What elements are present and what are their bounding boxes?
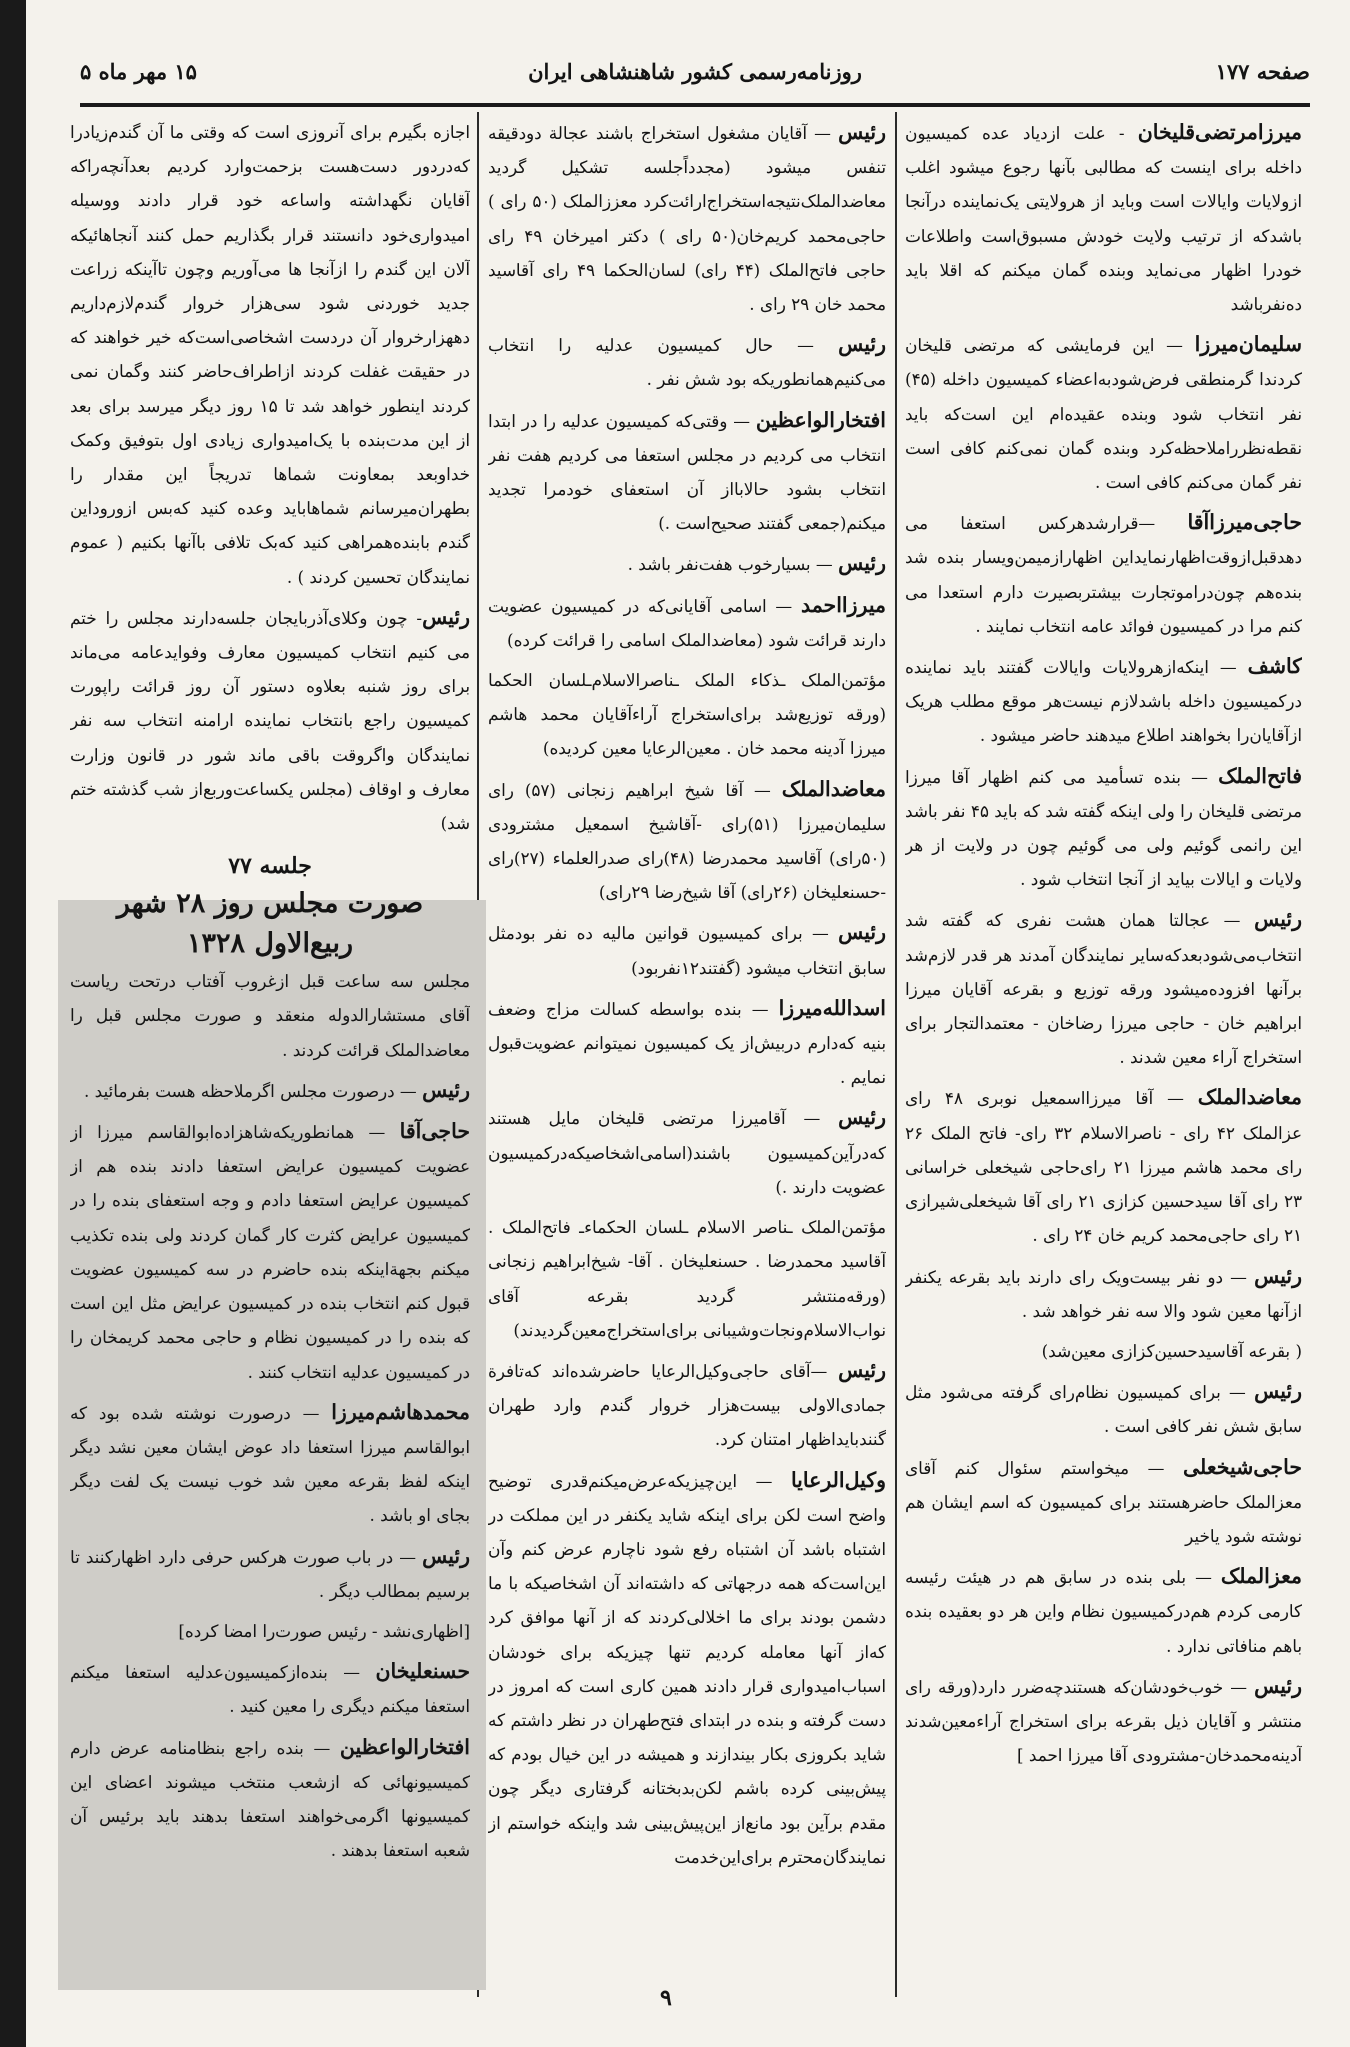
speech-text: — در باب صورت هرکس حرفی دارد اظهارکنند تا برسیم بمطالب دیگر .	[70, 1546, 470, 1601]
session-heading	[70, 848, 470, 964]
speech-paragraph	[488, 403, 886, 541]
speaker-name: رئیس	[838, 1105, 886, 1130]
newspaper-title: روزنامه‌رسمی کشور شاهنشاهی ایران	[528, 59, 862, 84]
speaker-name: رئیس	[422, 1543, 470, 1568]
speech-text: - چون وکلای‌آذربایجان جلسه‌دارند مجلس را ختم می کنیم انتخاب کمیسیون معارف وفوایدعامه می‌ماند برای روز شنبه بعلاوه دستور آن روز قرائت راپورت کمیسیون راجع بانتخاب نماینده ارامنه انتخاب سه نفر نمایندگان واگروقت باقی ماند شور در قانون وزارت معارف و اوقاف (مجلس یکساعت‌وربع‌از شب گذشته ختم شد)	[70, 607, 470, 834]
session-number: جلسه ۷۷	[228, 853, 312, 880]
speaker-name: حاجی‌میرزاآقا	[1187, 510, 1302, 535]
column-left	[70, 115, 470, 1990]
speaker-name: رئیس	[838, 551, 886, 576]
speech-text: — وقتی‌که کمیسیون عدلیه را در ابتدا انتخاب می کردیم در مجلس استعفا می کردیم هفت نفر انتخاب بشود حالابااز آن استعفای خودمرا تجدید میکنم(جمعی گفتند صحیح‌است .)	[488, 410, 886, 534]
page-header	[80, 55, 1310, 95]
speech-text: — دو نفر بیست‌ویک رای دارند باید بقرعه یکنفر ازآنها معین شود والا سه نفر خواهد شد .	[905, 1266, 1302, 1321]
speech-paragraph	[488, 115, 886, 321]
speech-text: — برای کمیسیون قوانین مالیه ده نفر بودمثل سابق انتخاب میشود (گفتند۱۲نفربود)	[488, 923, 886, 978]
speech-paragraph	[905, 759, 1302, 897]
speech-paragraph	[70, 1539, 470, 1608]
speaker-name: کاشف	[1247, 654, 1302, 679]
speech-paragraph	[905, 1334, 1302, 1368]
speaker-name: حاجی‌آقا	[399, 1119, 470, 1144]
speech-text: — اسامی آقایانی‌که در کمیسیون عضویت دارند قرائت شود (معاضدالملک اسامی را قرائت کرده)	[488, 595, 886, 650]
speech-paragraph	[905, 1559, 1302, 1663]
speaker-name: حسنعلیخان	[375, 1659, 470, 1684]
speaker-name: میرزامرتضی‌قلیخان	[1137, 120, 1302, 144]
speech-paragraph	[488, 588, 886, 657]
speaker-name: رئیس	[838, 120, 886, 144]
speech-text: — برای کمیسیون نظام‌رای گرفته می‌شود مثل سابق شش نفر کافی است .	[905, 1382, 1302, 1437]
speech-text: —آقای حاجی‌وکیل‌الرعایا حاضرشده‌اند که‌تافرة جمادی‌الاولی بیست‌هزار خروار گندم وارد طهران گنندبایداظهار امتنان کرد.	[488, 1360, 886, 1450]
speech-paragraph	[905, 505, 1302, 643]
speech-paragraph	[488, 915, 886, 984]
speech-text: - علت ازدیاد عده کمیسیون داخله برای اینست که مطالبی بآنها رجوع میشود اغلب ازولایات وایالات است وباید از هرولایتی یک‌نماینده درآنجا باشدکه از ترتیب ولایت خودش مسبوق‌است واطلاعات خودرا اظهار می‌نماید وبنده گمان میکنم که اقلا باید ده‌نفرباشد	[905, 123, 1302, 315]
session-title: صورت مجلس روز ۲۸ شهر	[116, 888, 424, 920]
footer-mark: ۹	[660, 1985, 672, 2011]
speaker-name: رئیس	[1254, 907, 1302, 932]
speech-paragraph	[488, 327, 886, 396]
speech-text: — بنده راجع بنظامنامه عرض دارم کمیسیونهائی که ازشعب منتخب میشوند اعضای این کمیسیونها اگرمی‌خواهند استعفا بدهند باید برئیس آن شعبه استعفا بدهند .	[70, 1737, 470, 1861]
speech-text: — بنده بواسطه کسالت مزاج وضعف بنیه کەدارم دربیش‌از یک کمیسیون نمیتوانم عضویت‌قبول نمایم .	[488, 998, 886, 1088]
speech-text: — بلی بنده در سابق هم در هیئت رئیسه کارمی کردم هم‌درکمیسیون نظام واین هر دو بعقیده بنده باهم منافاتی ندارد .	[905, 1567, 1302, 1656]
speaker-name: رئیس	[1254, 1379, 1302, 1404]
scan-edge	[0, 0, 26, 2047]
speaker-name: فاتح‌الملک	[1218, 763, 1302, 788]
speech-text: — بنده‌از‌کمیسیون‌عدلیه استعفا میکنم استعفا میکنم دیگری را معین کنید .	[70, 1662, 470, 1717]
speech-text: — حال کمیسیون عدلیه را انتخاب می‌کنیم‌همانطوریکه بود شش نفر .	[488, 335, 886, 390]
speech-paragraph	[905, 902, 1302, 1074]
speech-paragraph	[905, 1259, 1302, 1328]
speaker-name: افتخارالواعظین	[755, 407, 886, 432]
column-right	[905, 115, 1302, 1985]
speaker-name: افتخارالواعظین	[339, 1734, 470, 1759]
speaker-name: میرزااحمد	[800, 592, 886, 617]
speaker-name: رئیس	[838, 332, 886, 357]
speech-paragraph	[905, 1080, 1302, 1252]
speaker-name: اسدالله‌میرزا	[778, 995, 886, 1020]
speaker-name: معزالملک	[1220, 1564, 1302, 1589]
speech-text: — خوب‌خودشان‌که هستندچه‌ضرر دارد(ورقه رای منتشر و آقایان ذیل بقرعه برای استخراج آراءمعین‌شدند آدینه‌محمدخان-مشترودی آقا میرزا احمد ]	[905, 1676, 1302, 1766]
speech-text: — این‌چیزیکه‌عرض‌میکنم‌قدری توضیح واضح است لکن برای اینکه شاید یکنفر در این مملکت در اشتباه باشد آن اشتباه رفع شود ناچارم عرض کنم وآن این‌است‌که همه درجهاتی که داشته‌اند آن اشخاصیکه با ما دشمن بودند برای ما اخلالی‌کردند که از آنها موافق کرد که‌از آنها معامله کردیم تنها چیزیکه برای خودشان اسباب‌امیدواری قرار دادند همین کاری است که امروز در دست گرفته و بنده در ابتدای فتح‌طهران در نظر داشتم که شاید بکروزی بکار بیندازند و همیشه در این خیال بودم که پیش‌بینی کرده باشم لکن‌بدبختانه گرفتاری دیگر چون مقدم برآین بود مانع‌از این‌پیش‌بینی شد واینکه خواستم از نمایندگان‌محترم برای‌این‌خدمت	[488, 1470, 886, 1867]
speaker-name: رئیس	[422, 604, 470, 629]
speech-text: —قرارشدهرکس استعفا می دهدقبل‌ازوقت‌اظهارنماید‌این اظهارازمیمن‌ویسار بنده شد بنده‌هم چون‌دراموتجارت بیشتربصیرت دارم استعدا می کنم مرا در کمیسیون فوائد عامه انتخاب نمایند .	[905, 513, 1302, 636]
speech-paragraph	[70, 1114, 470, 1389]
speaker-name: حاجی‌شیخعلی	[1182, 1454, 1302, 1479]
speech-paragraph	[905, 1669, 1302, 1773]
speaker-name: رئیس	[422, 1077, 470, 1102]
speech-text: ( بقرعه آقاسیدحسین‌کزازی معین‌شد)	[1041, 1340, 1302, 1361]
session-intro: مجلس سه ساعت قبل ازغروب آفتاب درتحت ریاست آقای مستشارالدوله منعقد و صورت مجلس قبل را معاضدالملک قرائت کردند .	[70, 971, 470, 1060]
speech-paragraph	[905, 649, 1302, 753]
speech-text: — اینکه‌ازهرولایات وایالات گفتند باید نماینده درکمیسیون داخله باشدلازم نیست‌هر موقع مطلب هریک ازآقایان‌را بخواهند اطلاع میدهند حاضر میشود .	[905, 657, 1302, 746]
gray-section-text	[70, 1073, 470, 1867]
speaker-name: رئیس	[1254, 1673, 1302, 1698]
issue-date: ۱۵ مهر ماه ۵	[80, 59, 197, 84]
speech-paragraph	[488, 1210, 886, 1347]
speaker-name: رئیس	[838, 1357, 886, 1382]
session-date: ربیع‌الاول ۱۳۲۸	[186, 928, 354, 960]
header-rule	[80, 103, 1310, 107]
speech-text: — میخواستم سئوال کنم آقای معزالملک حاضرهستند برای کمیسیون که اسم ایشان هم نوشته شود یاخیر	[905, 1457, 1302, 1546]
speech-paragraph	[488, 772, 886, 910]
speech-text: — بسیارخوب هفت‌نفر باشد .	[627, 554, 839, 575]
speech-paragraph	[905, 1374, 1302, 1443]
speech-text: — درصورت مجلس اگرملاحظه هست بفرمائید .	[84, 1080, 423, 1101]
speaker-name: معاضدالملک	[781, 776, 886, 801]
speech-paragraph	[488, 546, 886, 581]
speech-text: — همانطوریکه‌شاهزاده‌ابوالقاسم میرزا از عضویت کمیسیون عرایض استعفا دادند بنده هم از کمیسیون عرایض استعفا دادم و وجه استعفای بنده را در کمیسیون عرایض کثرت کار گمان کردند ولی بنده تکذیب میکنم بجهةاینکه بنده حاضرم در سه کمیسیون عضویت قبول کنم انتخاب بنده در کمیسیون عرایض مثل این است که بنده را در کمیسیون نظام و حاجی محمد کریمخان را در کمیسیون عدلیه انتخاب کنند .	[70, 1122, 470, 1382]
speech-paragraph	[488, 991, 886, 1095]
speech-paragraph	[70, 1073, 470, 1108]
column-middle	[488, 115, 886, 1985]
speech-text: مؤتمن‌الملک ـذکاء الملک ـناصر‌الاسلام‌ـلسان الحکما (ورقه توزیع‌شد برای‌استخراج آراءآقایان محمد هاشم میرزا آدینه محمد خان . معین‌الرعایا معین کردیده)	[488, 670, 886, 759]
speech-text: — آقایان مشغول استخراج باشند عجالة دودقیقه تنفس میشود (مجدداًجلسه تشکیل گردید معاضدالملک‌نتیجه‌استخراج‌ارائت‌کرد معززالملک (۵۰ رای ) حاجی‌محمد کریم‌خان(۵۰ رای ) دکتر امیرخان ۴۹ رای حاجی فاتح‌الملک (۴۴ رای) لسان‌الحکما ۴۹ رای آقاسید محمد خان ۲۹ رای .	[488, 123, 886, 315]
speech-text: [اظهاری‌نشد - رئیس صورت‌را امضا کرده]	[178, 1620, 470, 1641]
speech-paragraph	[70, 1730, 470, 1868]
speaker-name: سلیمان‌میرزا	[1194, 332, 1302, 357]
speech-text: — بنده تسأمید می کنم اظهار آقا میرزا مرتضی قلیخان را ولی اینکه گفته شد که باید ۴۵ نفر باشد این رانمی گوئیم ولی می گوئیم چون در ولایت از هر ولایات و ایالات بیاید از آنجا انتخاب شود .	[905, 766, 1302, 890]
speech-paragraph	[905, 327, 1302, 499]
speech-paragraph	[488, 663, 886, 766]
speaker-name: رئیس	[1254, 1263, 1302, 1288]
speech-text: — آقامیرزا مرتضی قلیخان مایل هستند که‌درآین‌کمیسیون باشند(اسامی‌اشخاصیکه‌درکمیسیون عضویت دارند .)	[488, 1108, 886, 1197]
speech-text: — عجالتا همان هشت نفری که گفته شد انتخاب‌می‌شودبعدکه‌سایر نمایندگان آمدند هر قدر لازم‌شد برآنها افزوده‌میشود ورقه توزیع و بقرعه آقایان میرزا ابراهیم خان - حاجی میرزا رضاخان - معتمدالتجار برای استخراج آراء معین شدند .	[905, 910, 1302, 1068]
speech-paragraph	[488, 1463, 886, 1874]
speech-text: — درصورت نوشته شده بود که ابوالقاسم میرزا استعفا داد عوض ایشان معین نشد دیگر اینکه لفظ بقرعه معین شد خوب نیست یک لفت دیگر بجای او باشد .	[70, 1402, 470, 1526]
speaker-name: معاضدالملک	[1197, 1085, 1302, 1110]
speech-paragraph	[70, 1654, 470, 1723]
speech-paragraph	[70, 1395, 470, 1533]
speaker-name: رئیس	[838, 920, 886, 945]
speaker-name: محمدهاشم‌میرزا	[331, 1399, 470, 1424]
page-number: صفحه ۱۷۷	[1215, 59, 1310, 84]
speech-text: — آقا میرزااسمعیل نوبری ۴۸ رای عزالملک ۴۲ رای - ناصرالاسلام ۳۲ رای- فاتح الملک ۲۶ رای محمد هاشم میرزا ۲۱ رای‌حاجی شیخعلی خراسانی ۲۳ رای آقا سیدحسین کزازی ۲۱ رای آقا شیخعلی‌شیرازی ۲۱ رای حاجی‌محمد کریم خان ۲۴ رای .	[905, 1088, 1302, 1246]
paragraph: اجازه بگیرم برای آنروزی است که وقتی ما آن گندم‌زیاد‌را که‌در‌دور دست‌هست بزحمت‌وارد کردیم بعد‌آنچه‌راکه آقایان نگهداشته واساعه خود قرار دادند ووسیله امیدواری‌خود دانستند ‌قرار بگذاریم حمل کنند آنجاهائیکه آلان این گندم را ازآنجا ها می‌آوریم وچون تاآینکه زراعت جدید خوردنی شود سی‌هزار خروار گندم‌لازم‌داریم دههزارخروار آن دردست اشخاصی‌است‌که خیر خواهند که در حقیقت غفلت کردند ازاطراف‌حاضر کنند وگمان نمی کردند اینطور خواهد شد تا‌ ۱۵ روز دیگر میرسد برای بعد از این مدت‌بنده با یک‌امیدواری زیادی اول بتوفیق وکمک خداوبعد بمعاونت شماها تدریجاً این مقدار را بطهران‌میرسانم شماهاباید وعده کنید کەبس ازوروداین گندم بابنده‌همراهی کنید کەبک تلافی باآنها بکنیم ( عموم نمایندگان تحسین کردند ) .	[70, 122, 470, 587]
paragraph	[70, 600, 470, 840]
column-divider-right	[895, 112, 897, 1997]
speech-paragraph	[488, 1353, 886, 1457]
speech-paragraph	[905, 115, 1302, 321]
speech-text: — آقا شیخ ابراهیم زنجانی (۵۷) رای سلیمان‌میرزا (۵۱)رای -آقاشیخ اسمعیل مشترودی (۵۰رای) آقاسید محمدرضا (۴۸)رای صدرالعلماء (۲۷)رای -حسنعلیخان (۲۶رای) آقا شیخ‌رضا ۲۹رای)	[488, 779, 886, 903]
speech-paragraph	[905, 1450, 1302, 1554]
speaker-name: وکیل‌الرعایا	[790, 1467, 886, 1492]
speech-text: — این فرمایشی که مرتضی قلیخان کردندا گرمنطقی فرض‌شودبه‌اعضاء کمیسیون داخله (۴۵) نفر انتخاب شود وبنده عقیده‌ام این است‌که باید نقطه‌نظرراملاحظه‌کرد وبنده گمان نمی‌کنم کافی است نفر گمان می‌کنم کافی است .	[905, 335, 1302, 493]
speech-paragraph	[70, 1614, 470, 1648]
speech-text: مؤتمن‌الملک ـناصر الاسلام ـلسان الحکماء‌ـ فاتح‌الملک . آقاسید محمدرضا . حسنعلیخان . آقا- شیخ‌ابراهیم زنجانی (ورقه‌منتشر گردید بقرعه آقای نواب‌الاسلام‌ونجات‌وشیبانی برای‌استخراج‌معین‌گردیدند)	[488, 1217, 886, 1340]
speech-paragraph	[488, 1100, 886, 1204]
